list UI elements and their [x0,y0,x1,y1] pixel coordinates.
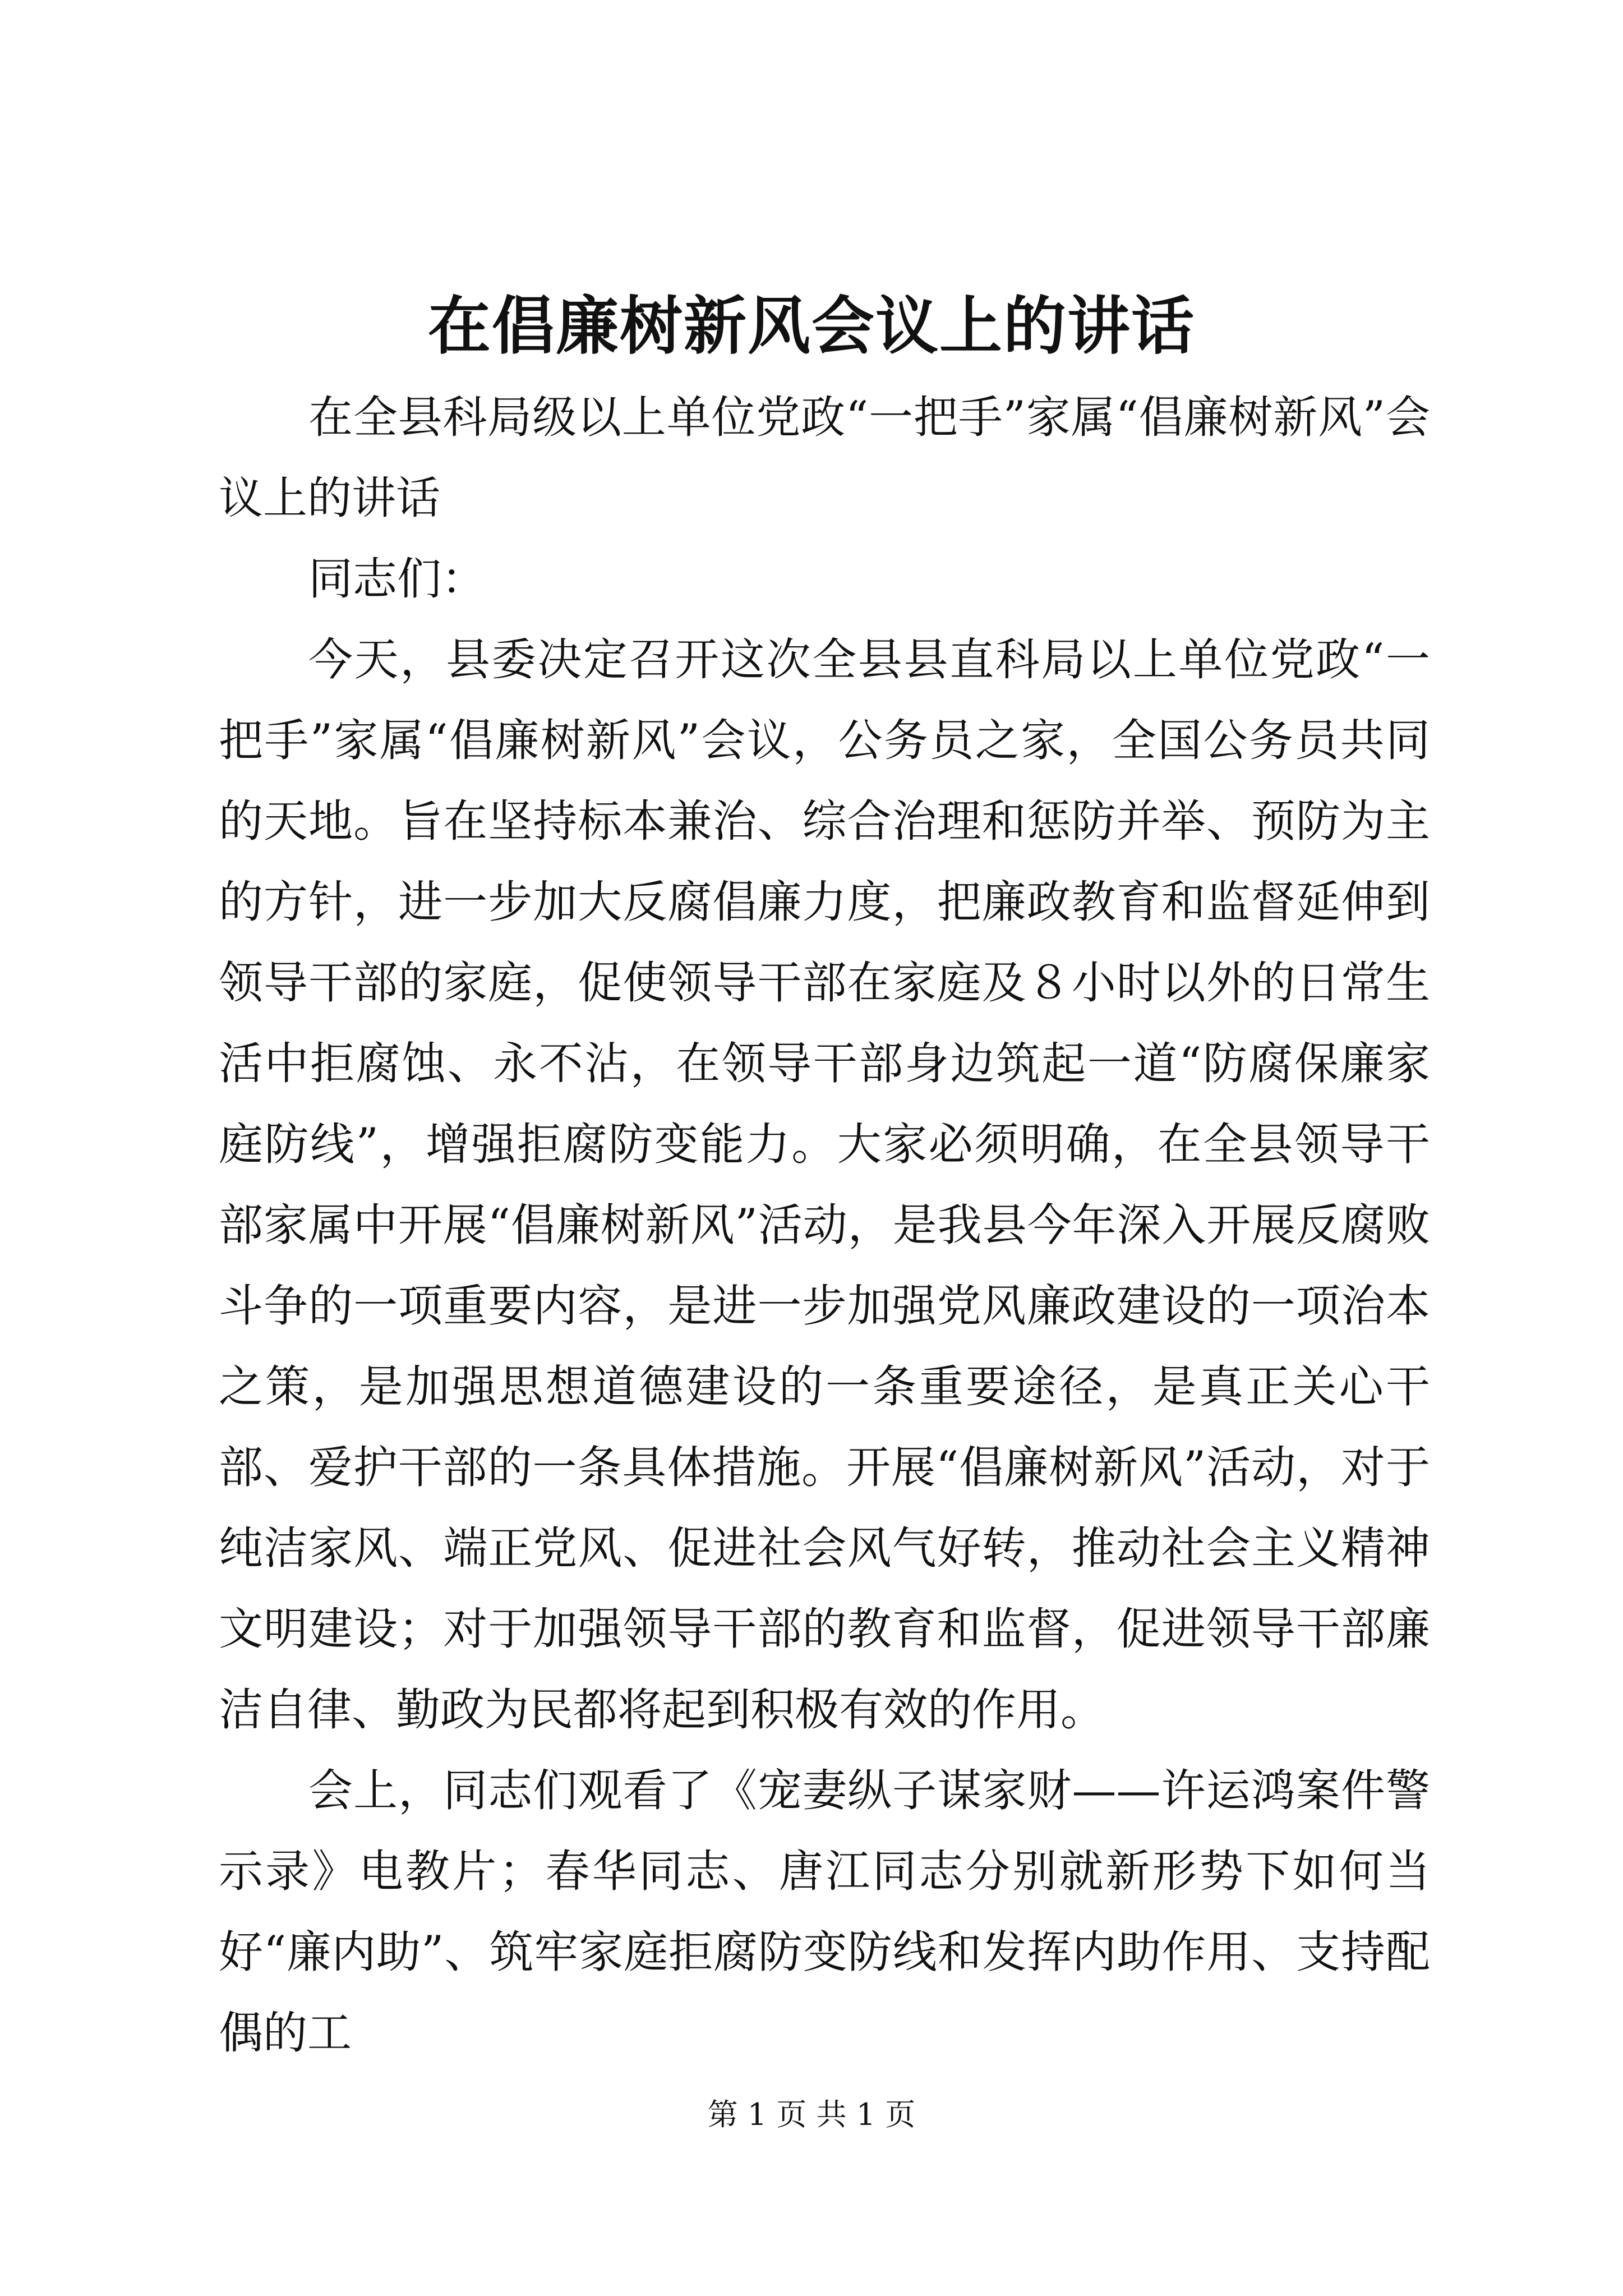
paragraph-subtitle: 在全县科局级以上单位党政“一把手”家属“倡廉树新风”会议上的讲话 [219,392,1430,524]
paragraph-body-2: 会上，同志们观看了《宠妻纵子谋家财——许运鸿案件警示录》电教片；春华同志、唐江同志分别就新形势下如何当好“廉内助”、筑牢家庭拒腐防变防线和发挥内助作用、支持配偶的工 [219,1765,1430,2059]
paragraph-body-1: 今天，县委决定召开这次全县县直科局以上单位党政“一把手”家属“倡廉树新风”会议，公务员之家，全国公务员共同的天地。旨在坚持标本兼治、综合治理和惩防并举、预防为主的方针，进一步加大反腐倡廉力度，把廉政教育和监督延伸到领导干部的家庭，促使领导干部在家庭及８小时以外的日常生活中拒腐蚀、永不沾，在领导干部身边筑起一道“防腐保廉家庭防线”，增强拒腐防变能力。大家必须明确，在全县领导干部家属中开展“倡廉树新风”活动，是我县今年深入开展反腐败斗争的一项重要内容，是进一步加强党风廉政建设的一项治本之策，是加强思想道德建设的一条重要途径，是真正关心干部、爱护干部的一条具体措施。开展“倡廉树新风”活动，对于纯洁家风、端正党风、促进社会风气好转，推动社会主义精神文明建设；对于加强领导干部的教育和监督，促进领导干部廉洁自律、勤政为民都将起到积极有效的作用。 [219,634,1430,1736]
document-title: 在倡廉树新风会议上的讲话 [428,289,1195,363]
document-body [219,377,1430,2073]
page-footer: 第 1 页 共 1 页 [707,2097,916,2132]
paragraph-salutation: 同志们： [308,553,486,605]
